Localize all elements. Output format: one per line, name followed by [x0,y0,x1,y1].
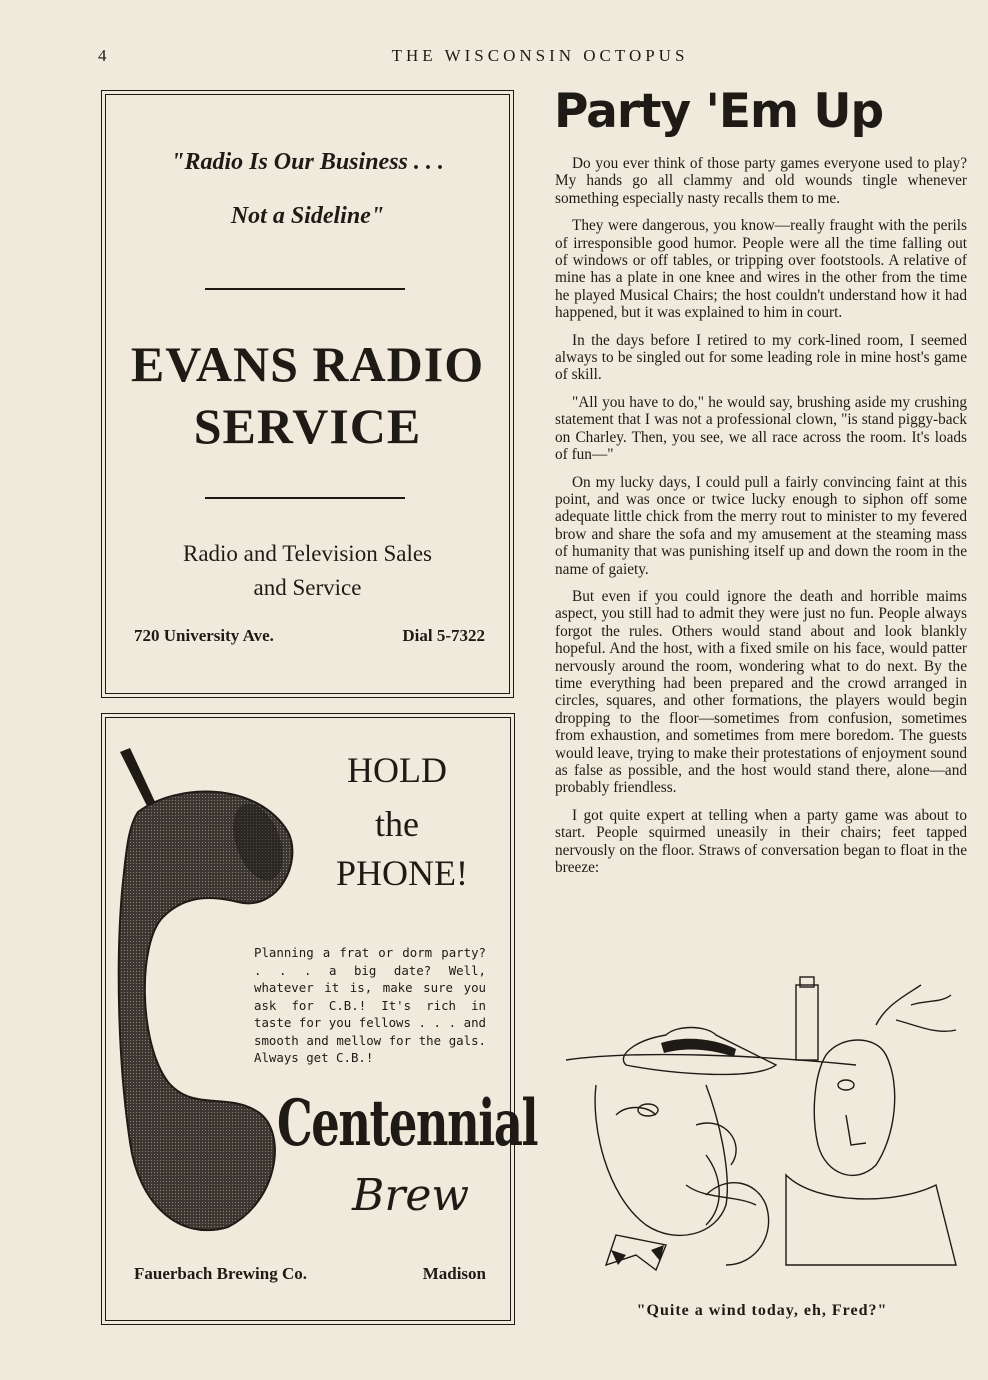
article-body [555,155,967,886]
article-paragraph: In the days before I retired to my cork-lined room, I seemed always to be singled out for some leading role in mine host's game of skill. [555,331,967,384]
article-paragraph: They were dangerous, you know—really fraught with the perils of irresponsible good humor. People were all the time falling out of windows or off tables, or tripping over footstools. A relative of mine has a plate in one knee and wires in the other from the time he played Musical Chairs; the host couldn't understand how it had happened, but it was explained to him in court. [555,217,967,322]
street-address: 720 University Ave. [134,626,274,645]
ad-inner-border [105,94,510,694]
centennial-brew-ad [101,713,538,1325]
business-name-line2: SERVICE [193,398,422,454]
services-line1: Radio and Television Sales [182,541,432,566]
brand-logo-brew: Brew [352,1170,470,1221]
running-title: THE WISCONSIN OCTOPUS [391,46,689,65]
cartoon-caption: "Quite a wind today, eh, Fred?" [636,1302,888,1319]
divider-rule [205,288,405,290]
headline-hold: HOLD [347,750,447,790]
article-paragraph: "All you have to do," he would say, brushing aside my crushing statement that I was not a professional clown, "is stand piggy-back on Charley. Then, you see, we all race across the room. It's loads of fun—" [555,393,967,464]
phone-number: Dial 5-7322 [402,626,485,645]
ad-body-text: Planning a frat or dorm party? . . . a big date? Well, whatever it is, make sure you ask for C.B.! It's rich in taste for you fellows . . . and smooth and mellow for the gals. Always get C.B.! [254,945,486,1065]
article-paragraph: On my lucky days, I could pull a fairly convincing faint at this point, and was once or twice lucky enough to siphon off some adequate little chick from the merry rout to minister to my fevered brow and share the sofa and my amusement at the steaming mass of humanity that was punishing itself up and down the room in the name of gaiety. [555,473,967,578]
cartoon-illustration [556,965,968,1300]
brewery-city: Madison [422,1264,486,1283]
ad-slogan-line1: "Radio Is Our Business . . . [171,149,444,175]
divider-rule [205,497,405,499]
ad-slogan-line2: Not a Sideline" [230,203,385,229]
headline-phone: PHONE! [336,853,468,893]
page-header [0,46,988,70]
article-paragraph: But even if you could ignore the death and horrible maims aspect, you still had to admit they were just no fun. People always forgot the rules. Others would stand about and look blankly hopeful. And the host, with a fixed smile on his face, would patter nervously around the room, wondering what to do next. By the time everything had been prepared and the crowd arranged in circles, squares, and other formations, the players would begin dropping to the floor—sometimes from confusion, sometimes from exhaustion, and sometimes from mere boredom. The guests would leave, trying to make their protestations of enjoyment sound as false as possible, and the host would stand there, alone—and probably friendless. [555,587,967,797]
business-name-line1: EVANS RADIO [130,336,485,392]
evans-radio-ad [101,90,514,698]
brewery-name: Fauerbach Brewing Co. [134,1264,307,1283]
article-paragraph: I got quite expert at telling when a party game was about to start. People squirmed uneasily in their chairs; feet tapped nervously on the floor. Straws of conversation began to float in the breeze: [555,806,967,877]
page-number: 4 [98,46,107,65]
brand-logo-centennial: Centennial [277,1086,538,1161]
headline-the: the [375,804,419,844]
services-line2: and Service [253,575,362,600]
article-title: Party 'Em Up [554,84,884,139]
article-paragraph: Do you ever think of those party games everyone used to play? My hands go all clammy and old wounds tingle whenever something especially nasty recalls them to me. [555,155,967,207]
